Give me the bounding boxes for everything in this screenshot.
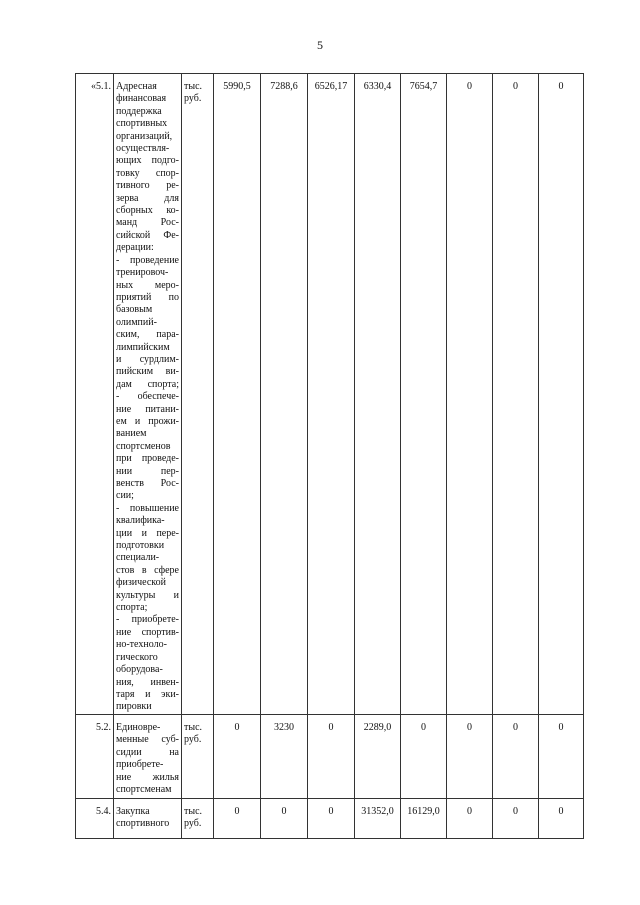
unit-cell xyxy=(182,799,214,839)
table-row xyxy=(76,74,584,715)
value-cell: 0 xyxy=(493,715,539,799)
value-cell: 0 xyxy=(539,715,584,799)
item-name-line: стов в сфере xyxy=(116,564,179,576)
item-name-line: спорта; xyxy=(116,602,148,614)
item-name-line: специали- xyxy=(116,552,160,564)
item-name-line: спортсменов xyxy=(116,440,171,452)
item-name-line: осуществля- xyxy=(116,143,170,155)
item-name-line: таря и эки- xyxy=(116,688,179,700)
item-name-line: дам спорта; xyxy=(116,378,179,390)
unit-line: руб. xyxy=(184,818,202,830)
item-name-line: ния, инвен- xyxy=(116,676,179,688)
value-cell: 3230 xyxy=(261,715,308,799)
table-row xyxy=(76,715,584,799)
item-name-line: пировки xyxy=(116,701,152,713)
item-name-line: квалифика- xyxy=(116,515,165,527)
item-name-line: товку спор- xyxy=(116,167,179,179)
value-cell: 0 xyxy=(447,715,493,799)
item-name-line: приятий по xyxy=(116,291,179,303)
unit-line: тыс. xyxy=(184,81,203,92)
item-name-line: культуры и xyxy=(116,589,179,601)
item-name-line: Адресная xyxy=(116,81,157,92)
item-name-line: - обеспече- xyxy=(116,391,179,403)
item-name-line: манд Рос- xyxy=(116,217,179,229)
value-cell: 0 xyxy=(401,715,447,799)
item-name-line: тивного ре- xyxy=(116,180,179,192)
item-name-line: ванием xyxy=(116,428,147,440)
value-cell: 0 xyxy=(308,799,355,839)
item-name-line: тренировоч- xyxy=(116,267,169,279)
unit-line: руб. xyxy=(184,734,202,746)
item-name-line: спортсменам xyxy=(116,784,172,796)
item-name-line: нии пер- xyxy=(116,465,179,477)
table-row xyxy=(76,799,584,839)
item-name-line: физической xyxy=(116,577,166,589)
value-cell: 5990,5 xyxy=(214,74,261,715)
table-body xyxy=(76,74,584,839)
item-name-line: зерва для xyxy=(116,192,179,204)
value-cell: 0 xyxy=(447,74,493,715)
item-name-line: Единовре- xyxy=(116,722,161,733)
value-cell: 16129,0 xyxy=(401,799,447,839)
item-number: 5.2. xyxy=(76,715,114,799)
value-cell: 0 xyxy=(493,74,539,715)
value-cell: 6526,17 xyxy=(308,74,355,715)
value-cell: 0 xyxy=(308,715,355,799)
item-name-line: гического xyxy=(116,651,158,663)
item-name-line: ние питани- xyxy=(116,403,179,415)
value-cell: 6330,4 xyxy=(355,74,401,715)
item-name-line: сборных ко- xyxy=(116,205,179,217)
item-name-line: ние жилья xyxy=(116,771,179,783)
item-name-line: Закупка xyxy=(116,806,150,817)
item-name-line: ющих подго- xyxy=(116,155,179,167)
unit-cell xyxy=(182,74,214,715)
value-cell: 0 xyxy=(539,799,584,839)
item-name-line: при проведе- xyxy=(116,453,179,465)
item-name-line: спортивного xyxy=(116,818,170,830)
unit-cell xyxy=(182,715,214,799)
item-name xyxy=(114,74,182,715)
value-cell: 0 xyxy=(493,799,539,839)
item-name-line: ных меро- xyxy=(116,279,179,291)
unit-line: тыс. xyxy=(184,722,203,733)
item-name-line: сийской Фе- xyxy=(116,229,179,241)
value-cell: 0 xyxy=(447,799,493,839)
value-cell: 7288,6 xyxy=(261,74,308,715)
item-name-line: поддержка xyxy=(116,105,162,117)
unit-line: руб. xyxy=(184,93,202,105)
item-name-line: ции и пере- xyxy=(116,527,179,539)
value-cell: 7654,7 xyxy=(401,74,447,715)
value-cell: 0 xyxy=(214,715,261,799)
item-name-line: - проведение xyxy=(116,254,179,266)
item-name-line: организаций, xyxy=(116,130,173,142)
value-cell: 0 xyxy=(261,799,308,839)
item-name-line: венств Рос- xyxy=(116,478,179,489)
value-cell: 31352,0 xyxy=(355,799,401,839)
item-name-line: оборудова- xyxy=(116,664,163,676)
item-name-line: сии; xyxy=(116,490,134,502)
value-cell: 2289,0 xyxy=(355,715,401,799)
page-number: 5 xyxy=(317,38,323,52)
item-name-line: но-техноло- xyxy=(116,639,167,651)
item-name-line: базовым xyxy=(116,304,153,316)
item-number: «5.1. xyxy=(76,74,114,715)
item-number: 5.4. xyxy=(76,799,114,839)
item-name-line: олимпий- xyxy=(116,316,157,328)
item-name-line: ским, пара- xyxy=(116,329,179,341)
item-name-line: приобрете- xyxy=(116,759,164,771)
item-name-line: дерации: xyxy=(116,242,154,254)
item-name-line: финансовая xyxy=(116,93,167,105)
unit-line: тыс. xyxy=(184,806,203,817)
item-name-line: пийским ви- xyxy=(116,366,179,378)
value-cell: 0 xyxy=(539,74,584,715)
item-name-line: подготовки xyxy=(116,540,165,552)
item-name-line: ем и прожи- xyxy=(116,415,179,427)
item-name-line: сидии на xyxy=(116,746,179,758)
item-name xyxy=(114,715,182,799)
item-name xyxy=(114,799,182,839)
funding-table xyxy=(75,73,584,839)
item-name-line: лимпийским xyxy=(116,341,170,353)
item-name-line: ние спортив- xyxy=(116,626,179,638)
item-name-line: - приобрете- xyxy=(116,614,179,626)
item-name-line: и сурдлим- xyxy=(116,353,179,365)
item-name-line: спортивных xyxy=(116,118,168,130)
item-name-line: - повышение xyxy=(116,502,179,514)
value-cell: 0 xyxy=(214,799,261,839)
item-name-line: менные суб- xyxy=(116,734,179,746)
